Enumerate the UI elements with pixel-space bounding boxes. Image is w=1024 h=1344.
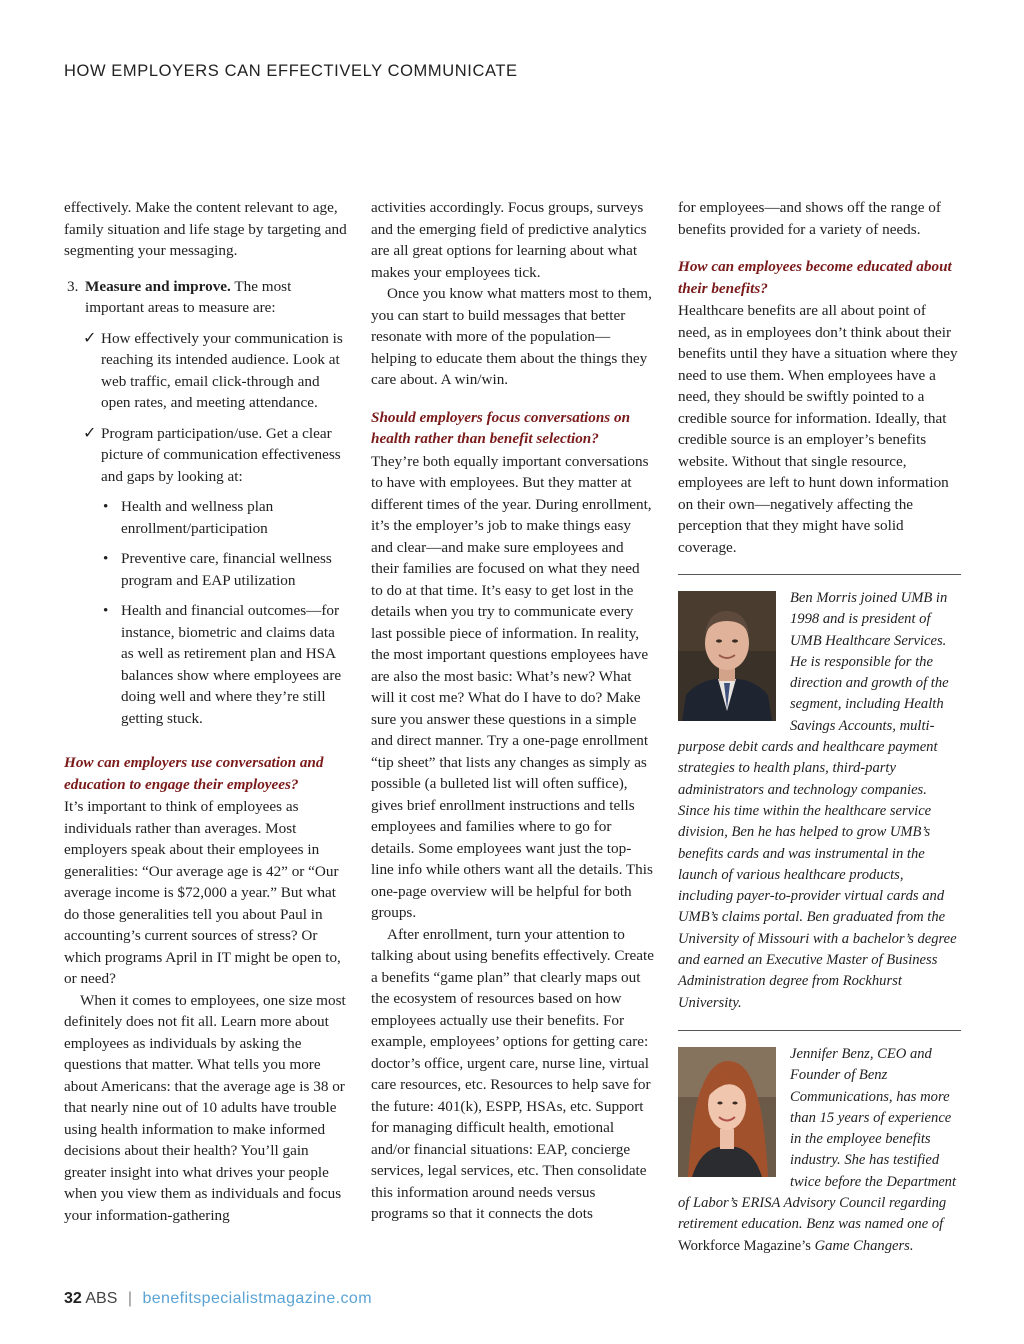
check-list bbox=[64, 328, 349, 739]
footer-separator: | bbox=[127, 1290, 132, 1307]
bullet-text: Health and financial outcomes—for instance, biometric and claims data as well as retirement plan and HSA balances show where employees are doing well and where they’re still getting stuck. bbox=[121, 602, 342, 727]
bio-text: Jennifer Benz, CEO and Founder of Benz Communications, has more than 15 years of experience in the employee benefits industry. She has testified twice before the Department of Labor’s ERISA Advisory Council regarding retirement education. Benz was named one of bbox=[678, 1045, 957, 1233]
check-item bbox=[83, 328, 349, 414]
body-paragraph: activities accordingly. Focus groups, surveys and the emerging field of predictive analytics are all great options for learning about what makes your employees tick. bbox=[371, 199, 647, 281]
answer-paragraph: They’re both equally important conversations to have with employees. But they matter at different times of the year. During enrollment, it’s the employer’s job to make things easy and clear—and make sure employees and their families are focused on what they need to do at that time. It’s easy to get lost in the details when you try to communicate every last possible piece of information. In reality, the most important questions employees have are also the most basic: What’s new? What will it cost me? What do I have to do? Make sure you answer these questions in a simple and direct manner. Try a one-page enrollment “tip sheet” that lists any changes as simply as possible (a bulleted list will often suffice), gives brief enrollment instructions and tells employees and families where to go for details. Some employees want just the top-line info while others want all the details. This one-page overview will be helpful for both groups. bbox=[371, 452, 653, 921]
check-icon: ✓ bbox=[83, 329, 97, 347]
bullet-list bbox=[101, 496, 349, 729]
bullet-item bbox=[101, 496, 349, 539]
author-photo-jennifer-benz bbox=[678, 1047, 776, 1177]
publication-name: Workforce Magazine’s bbox=[678, 1237, 811, 1254]
numbered-item-3 bbox=[64, 276, 349, 319]
bullet-icon: • bbox=[103, 602, 109, 619]
column-2 bbox=[371, 197, 654, 1225]
question-heading: How can employers use conversation and education to engage their employees? bbox=[64, 754, 324, 793]
bio-text-end: Game Changers. bbox=[810, 1237, 914, 1254]
portrait-image bbox=[678, 591, 776, 721]
check-text: How effectively your communication is reaching its intended audience. Look at web traffic, email click-through and open rates, and meeting attendance. bbox=[101, 329, 343, 411]
item-lead: Measure and improve. bbox=[85, 277, 231, 295]
check-item bbox=[83, 423, 349, 739]
author-photo-ben-morris bbox=[678, 591, 776, 721]
page-number: 32 bbox=[64, 1290, 82, 1307]
page-footer bbox=[64, 1290, 372, 1308]
question-heading: How can employees become educated about their benefits? bbox=[678, 258, 952, 297]
check-icon: ✓ bbox=[83, 424, 97, 442]
website-link[interactable]: benefitspecialistmagazine.com bbox=[142, 1290, 372, 1307]
bullet-icon: • bbox=[103, 498, 109, 515]
item-body bbox=[85, 276, 349, 319]
author-bio-jennifer-benz bbox=[678, 1044, 961, 1257]
divider bbox=[678, 1030, 961, 1031]
column-1 bbox=[64, 197, 349, 1226]
bullet-item bbox=[101, 600, 349, 729]
item-number: 3. bbox=[67, 277, 79, 295]
check-text: Program participation/use. Get a clear picture of communication effectiveness and gaps by looking at: bbox=[101, 424, 341, 485]
item-text: The most important areas to measure are: bbox=[85, 277, 292, 316]
intro-paragraph: effectively. Make the content relevant to age, family situation and life stage by targeting and segmenting your messaging. bbox=[64, 199, 347, 259]
bullet-text: Preventive care, financial wellness program and EAP utilization bbox=[121, 550, 332, 589]
body-paragraph: Once you know what matters most to them, you can start to build messages that better resonate with more of the population—helping to educate them about the things they care about. A win/win. bbox=[371, 285, 652, 388]
check-content bbox=[101, 423, 349, 739]
portrait-image bbox=[678, 1047, 776, 1177]
column-3 bbox=[678, 197, 961, 1257]
bullet-text: Health and wellness plan enrollment/participation bbox=[121, 498, 274, 537]
answer-paragraph: When it comes to employees, one size most definitely does not fit all. Learn more about employees as individuals by asking the questions that matter. What tells you more about Americans: that the average age is 38 or that nearly nine out of 10 adults have trouble using health information to make informed decisions about their health? You’ll gain greater insight into what drives your people when you view them as individuals and focus your information-gathering bbox=[64, 991, 346, 1224]
running-header: HOW EMPLOYERS CAN EFFECTIVELY COMMUNICATE bbox=[64, 62, 518, 80]
divider bbox=[678, 574, 961, 575]
answer-paragraph: After enrollment, turn your attention to talking about using benefits effectively. Create a benefits “game plan” that clearly maps out the ecosystem of resources based on how employees actually use their benefits. For example, employees’ options for getting care: doctor’s office, urgent care, nurse line, virtual care resources, etc. Resources to help save for the future: 401(k), ESPP, HSAs, etc. Support for managing difficult health, emotional and/or financial situations: EAP, concierge services, legal services, etc. Then consolidate this information around needs versus programs so that it connects the dots bbox=[371, 925, 654, 1222]
bullet-icon: • bbox=[103, 550, 109, 567]
answer-paragraph: It’s important to think of employees as individuals rather than averages. Most employers speak about their employees in generalities: “Our average age is 42” or “Our average income is $72,000 a year.” But what do those generalities tell you about Paul in accounting’s current sources of stress? Or which programs April in IT might be open to, or need? bbox=[64, 798, 341, 987]
answer-paragraph: Healthcare benefits are all about point of need, as in employees don’t think about their benefits until they have a situation where they need to use them. When employees have a need, they should be swiftly pointed to a credible source for information. Ideally, that credible source is an employer’s benefits website. Without that single resource, employees are left to hunt down information on their own—negatively affecting the perception that they might have solid coverage. bbox=[678, 302, 958, 556]
bullet-item bbox=[101, 548, 349, 591]
author-bio-ben-morris bbox=[678, 588, 961, 1014]
bio-text: Ben Morris joined UMB in 1998 and is president of UMB Healthcare Services. He is responsible for the direction and growth of the segment, including Health Savings Accounts, multi-purpose debit cards and healthcare payment strategies to health plans, third-party administrators and technology companies. Since his time within the healthcare service division, Ben he has helped to grow UMB’s benefits cards and was instrumental in the launch of various healthcare products, including payer-to-provider virtual cards and UMB’s claims portal. Ben graduated from the University of Missouri with a bachelor’s degree and earned an Executive Master of Business Administration degree from Rockhurst University. bbox=[678, 590, 957, 1011]
question-heading: Should employers focus conversations on health rather than benefit selection? bbox=[371, 408, 631, 447]
body-paragraph: for employees—and shows off the range of benefits provided for a variety of needs. bbox=[678, 199, 941, 238]
magazine-abbrev: ABS bbox=[85, 1290, 118, 1307]
